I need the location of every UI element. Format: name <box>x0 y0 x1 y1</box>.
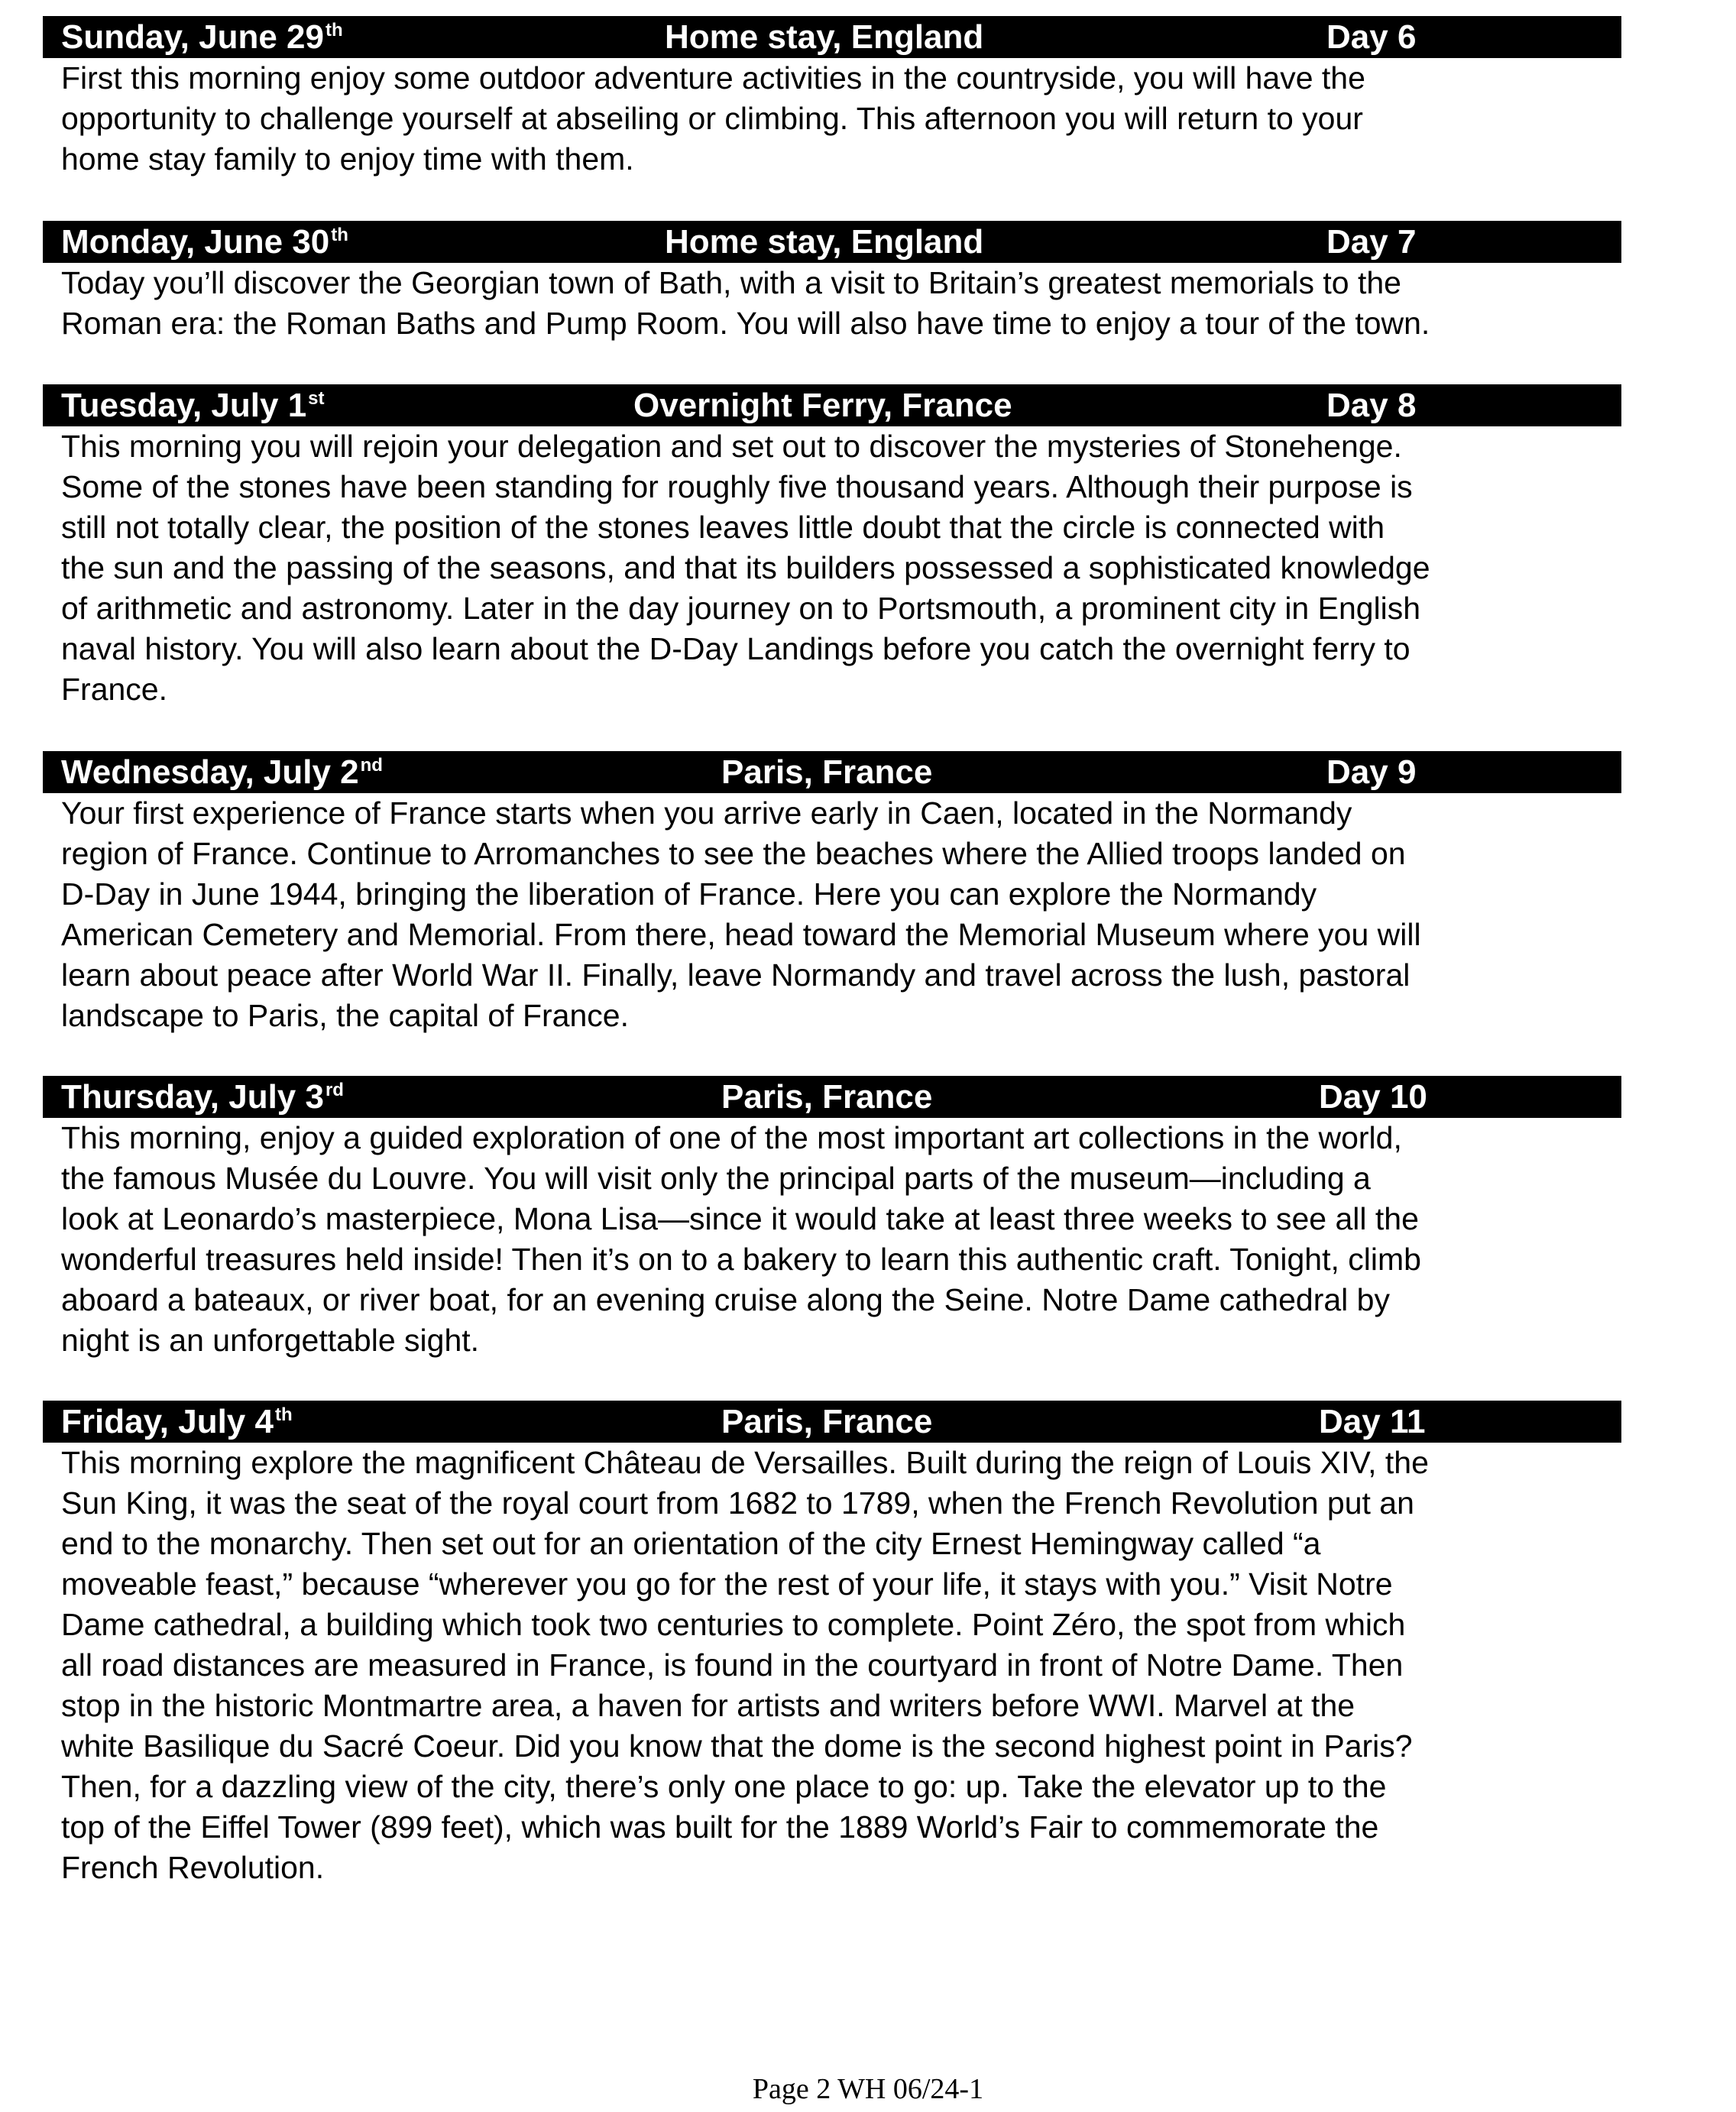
day-location: Home stay, England <box>665 223 984 261</box>
day-date: Friday, July 4th <box>61 1403 293 1440</box>
description-line: top of the Eiffel Tower (899 feet), which was built for the 1889 World’s Fair to commemorate the <box>61 1809 1379 1845</box>
description-line: American Cemetery and Memorial. From there, head toward the Memorial Museum where you will <box>61 917 1421 952</box>
description-line: First this morning enjoy some outdoor adventure activities in the countryside, you will have the <box>61 60 1365 96</box>
description-line: Today you’ll discover the Georgian town of Bath, with a visit to Britain’s greatest memorials to the <box>61 265 1401 300</box>
day-section-11 <box>43 1401 1621 1888</box>
day-description <box>43 58 1635 180</box>
description-line: stop in the historic Montmartre area, a haven for artists and writers before WWI. Marvel at the <box>61 1688 1355 1723</box>
day-number: Day 11 <box>1319 1403 1426 1440</box>
description-line: the famous Musée du Louvre. You will visit only the principal parts of the museum—including a <box>61 1161 1371 1196</box>
description-line: end to the monarchy. Then set out for an orientation of the city Ernest Hemingway called “a <box>61 1526 1321 1561</box>
day-header-bar <box>43 384 1621 426</box>
description-line: aboard a bateaux, or river boat, for an evening cruise along the Seine. Notre Dame cathedral by <box>61 1282 1390 1317</box>
description-line: French Revolution. <box>61 1850 325 1885</box>
day-date: Sunday, June 29th <box>61 18 343 56</box>
description-line: This morning you will rejoin your delegation and set out to discover the mysteries of Stonehenge. <box>61 429 1402 464</box>
description-line: region of France. Continue to Arromanches to see the beaches where the Allied troops landed on <box>61 836 1406 871</box>
day-section-6 <box>43 16 1621 180</box>
page-footer: Page 2 WH 06/24-1 <box>752 2073 984 2105</box>
day-location: Paris, France <box>721 1403 933 1440</box>
description-line: all road distances are measured in France, is found in the courtyard in front of Notre Dame. Then <box>61 1647 1404 1683</box>
description-line: Your first experience of France starts when you arrive early in Caen, located in the Normandy <box>61 795 1352 831</box>
description-line: Then, for a dazzling view of the city, there’s only one place to go: up. Take the elevator up to the <box>61 1769 1387 1804</box>
day-date: Tuesday, July 1st <box>61 387 325 424</box>
description-line: night is an unforgettable sight. <box>61 1323 480 1358</box>
description-line: landscape to Paris, the capital of France. <box>61 998 629 1033</box>
date-suffix: nd <box>360 755 383 776</box>
description-line: Roman era: the Roman Baths and Pump Room. You will also have time to enjoy a tour of the town. <box>61 306 1430 341</box>
day-number: Day 6 <box>1326 18 1417 56</box>
date-suffix: rd <box>325 1080 344 1100</box>
day-number: Day 8 <box>1326 387 1417 424</box>
day-description <box>43 793 1635 1036</box>
day-description <box>43 1443 1635 1888</box>
day-number: Day 10 <box>1319 1078 1427 1116</box>
day-description <box>43 263 1635 344</box>
day-location: Home stay, England <box>665 18 984 56</box>
day-date: Monday, June 30th <box>61 223 348 261</box>
description-line: naval history. You will also learn about the D-Day Landings before you catch the overnight ferry to <box>61 631 1410 666</box>
description-line: This morning, enjoy a guided exploration of one of the most important art collections in the world, <box>61 1120 1402 1155</box>
day-date: Thursday, July 3rd <box>61 1078 344 1116</box>
description-line: moveable feast,” because “wherever you go for the rest of your life, it stays with you.” Visit Notre <box>61 1566 1393 1602</box>
description-line: opportunity to challenge yourself at abseiling or climbing. This afternoon you will return to your <box>61 101 1363 136</box>
day-header-bar <box>43 1401 1621 1443</box>
day-number: Day 9 <box>1326 753 1417 791</box>
description-line: look at Leonardo’s masterpiece, Mona Lisa—since it would take at least three weeks to see all the <box>61 1201 1419 1236</box>
day-header-bar <box>43 221 1621 263</box>
description-line: Dame cathedral, a building which took two centuries to complete. Point Zéro, the spot from which <box>61 1607 1406 1642</box>
description-line: This morning explore the magnificent Château de Versailles. Built during the reign of Louis XIV, the <box>61 1445 1429 1480</box>
day-date: Wednesday, July 2nd <box>61 753 383 791</box>
day-location: Overnight Ferry, France <box>633 387 1012 424</box>
day-location: Paris, France <box>721 1078 933 1116</box>
description-line: white Basilique du Sacré Coeur. Did you know that the dome is the second highest point in Paris? <box>61 1728 1413 1764</box>
day-section-9 <box>43 751 1621 1036</box>
day-header-bar <box>43 751 1621 793</box>
day-section-10 <box>43 1076 1621 1361</box>
description-line: of arithmetic and astronomy. Later in the day journey on to Portsmouth, a prominent city in English <box>61 591 1421 626</box>
day-header-bar <box>43 1076 1621 1118</box>
day-number: Day 7 <box>1326 223 1417 261</box>
day-header-bar <box>43 16 1621 58</box>
day-description <box>43 426 1635 710</box>
description-line: France. <box>61 672 167 707</box>
description-line: still not totally clear, the position of the stones leaves little doubt that the circle is connected with <box>61 510 1385 545</box>
description-line: Sun King, it was the seat of the royal court from 1682 to 1789, when the French Revolution put an <box>61 1485 1414 1521</box>
day-section-7 <box>43 221 1621 344</box>
description-line: D-Day in June 1944, bringing the liberation of France. Here you can explore the Normandy <box>61 876 1317 912</box>
date-suffix: th <box>331 225 348 245</box>
date-suffix: st <box>308 388 325 409</box>
date-suffix: th <box>325 20 343 40</box>
day-description <box>43 1118 1635 1361</box>
description-line: Some of the stones have been standing for roughly five thousand years. Although their purpose is <box>61 469 1413 504</box>
description-line: the sun and the passing of the seasons, and that its builders possessed a sophisticated knowledge <box>61 550 1430 585</box>
description-line: wonderful treasures held inside! Then it’s on to a bakery to learn this authentic craft. Tonight, climb <box>61 1242 1421 1277</box>
date-suffix: th <box>274 1404 293 1425</box>
description-line: home stay family to enjoy time with them. <box>61 141 634 177</box>
day-section-8 <box>43 384 1621 710</box>
day-location: Paris, France <box>721 753 933 791</box>
description-line: learn about peace after World War II. Finally, leave Normandy and travel across the lush, pastoral <box>61 957 1410 993</box>
